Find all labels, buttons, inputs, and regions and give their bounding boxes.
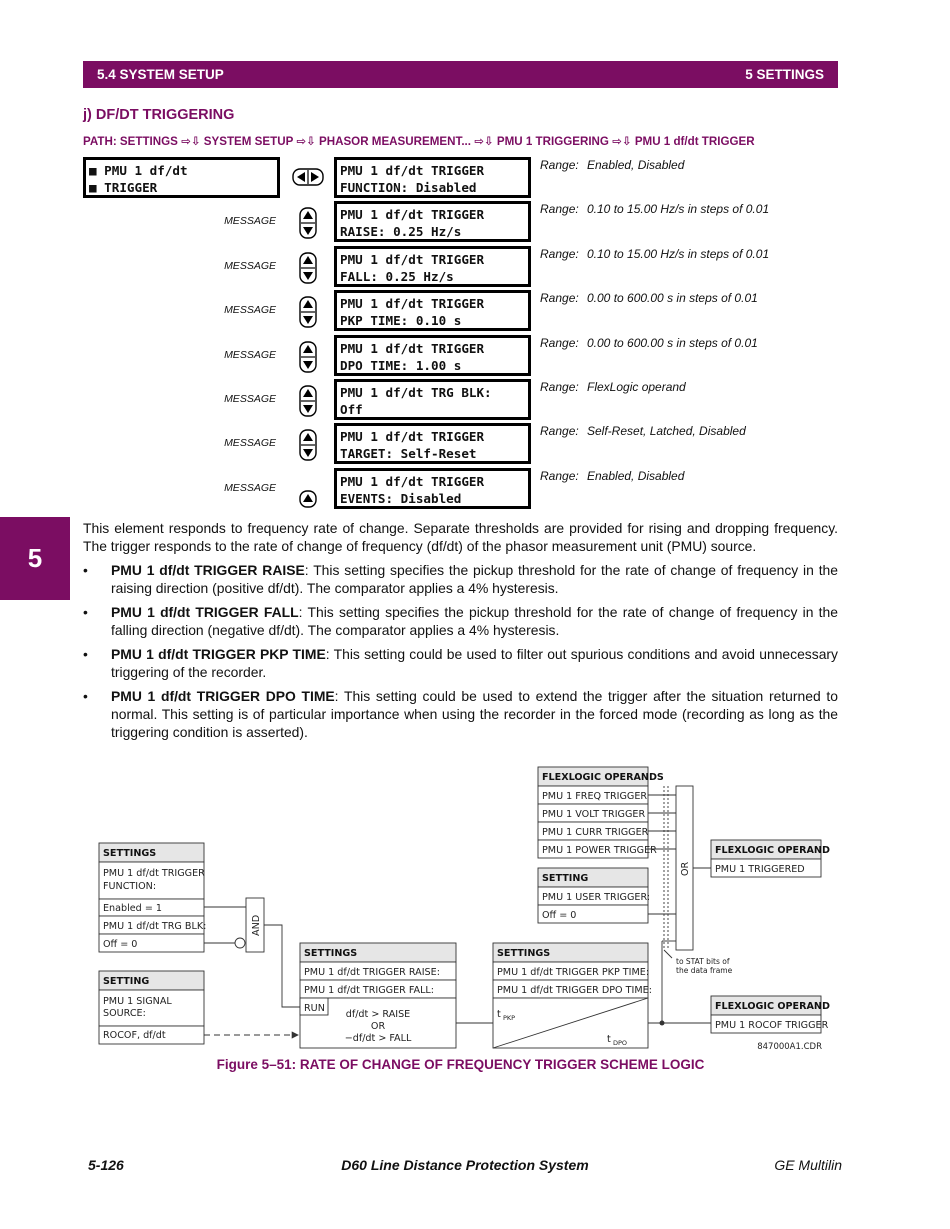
tdpo-label: t [607, 1034, 611, 1045]
range-value: FlexLogic operand [587, 380, 686, 394]
or-gate [664, 786, 733, 975]
setting-line1: PMU 1 df/dt TRIGGER [340, 207, 485, 223]
settings-func-l4: PMU 1 df/dt TRG BLK: [103, 921, 207, 932]
settings-func-l5: Off = 0 [103, 939, 138, 950]
bullet-term: PMU 1 df/dt TRIGGER RAISE [111, 562, 305, 578]
menu-heading-line1: ■ PMU 1 df/dt [89, 163, 188, 178]
setting-line1: PMU 1 df/dt TRG BLK: [340, 385, 492, 400]
bullet-text: : This setting could be used to extend the trigger after the situation returned to normal. This setting is of particular importance when using the recorder in the forced mode (recording as long as the triggering condition is asserted). [111, 688, 838, 740]
or-label: OR [680, 861, 691, 876]
bullet-item: • PMU 1 df/dt TRIGGER FALL: This setting specifies the pickup threshold for the rate of change of frequency in the falling direction (negative df/dt). The comparator applies a 4% hysteresis. [83, 604, 838, 638]
setting-line2: FALL: 0.25 Hz/s [340, 268, 454, 284]
message-label: MESSAGE [224, 348, 276, 361]
section-header-left: 5.4 SYSTEM SETUP [97, 67, 224, 82]
and-gate [204, 898, 300, 1007]
range-value: 0.10 to 15.00 Hz/s in steps of 0.01 [587, 246, 770, 261]
setting-line1: PMU 1 df/dt TRIGGER [340, 251, 485, 267]
flex-op-item: PMU 1 FREQ TRIGGER [542, 791, 648, 802]
range-value: Enabled, Disabled [587, 468, 685, 483]
setting-user-trigger-box [538, 868, 676, 923]
range-value: 0.10 to 15.00 Hz/s in steps of 0.01 [587, 202, 770, 217]
bullet-text: : This setting specifies the pickup threshold for the rate of change of frequency in the raising direction (positive df/dt). The comparator applies a 4% hysteresis. [111, 562, 839, 596]
message-label: MESSAGE [224, 259, 276, 272]
figure-caption: Figure 5–51: RATE OF CHANGE OF FREQUENCY TRIGGER SCHEME LOGIC [216, 1057, 705, 1072]
message-label: MESSAGE [224, 215, 276, 228]
settings-func-l2: FUNCTION: [103, 881, 157, 892]
range-value: Enabled, Disabled [587, 158, 685, 172]
setting-source-l3: ROCOF, df/dt [103, 1030, 166, 1041]
settings-func-l1: PMU 1 df/dt TRIGGER [103, 868, 205, 879]
settings-raise-l1: PMU 1 df/dt TRIGGER RAISE: [304, 967, 440, 978]
bullet-term: PMU 1 df/dt TRIGGER FALL [111, 604, 299, 620]
setting-line2: RAISE: 0.25 Hz/s [340, 224, 462, 240]
intro-paragraph: This element responds to frequency rate of change. Separate thresholds are provided for rising and dropping frequency. The trigger responds to the rate of change of frequency (df/dt) of the phasor measurement unit (PMU) source. [83, 520, 838, 554]
setting-line2: DPO TIME: 1.00 s [340, 357, 462, 373]
settings-func-l3: Enabled = 1 [103, 903, 163, 914]
output-rocof-box [711, 996, 830, 1033]
output-triggered-box [711, 840, 830, 877]
tdpo-sub: DPO [613, 1039, 628, 1047]
range-label: Range: [540, 291, 579, 306]
setting-line2: PKP TIME: 0.10 s [340, 313, 462, 329]
setting-user-head: SETTING [542, 873, 589, 884]
flex-op-item: PMU 1 VOLT TRIGGER [542, 809, 646, 820]
range-label: Range: [540, 468, 579, 483]
setting-line1: PMU 1 df/dt TRIGGER [340, 163, 485, 178]
flex-op-item: PMU 1 POWER TRIGGER [542, 845, 657, 856]
range-label: Range: [540, 202, 579, 217]
settings-raise-l2: PMU 1 df/dt TRIGGER FALL: [304, 985, 435, 996]
comparator-raise: df/dt > RAISE [345, 1009, 411, 1020]
setting-source-head: SETTING [103, 976, 150, 987]
stat-note-2: the data frame [676, 966, 733, 975]
setting-line2: FUNCTION: Disabled [340, 180, 477, 195]
message-label: MESSAGE [224, 481, 276, 494]
settings-function-box [99, 843, 206, 952]
range-value: 0.00 to 600.00 s in steps of 0.01 [587, 291, 758, 306]
setting-line2: Off [340, 402, 363, 417]
out-rocof-l1: PMU 1 ROCOF TRIGGER [715, 1020, 829, 1031]
setting-line2: EVENTS: Disabled [340, 490, 462, 506]
out-triggered-head: FLEXLOGIC OPERAND [715, 845, 830, 856]
setting-source-l1: PMU 1 SIGNAL [103, 996, 172, 1007]
flexlogic-operands-box [538, 767, 676, 858]
drawing-id: 847000A1.CDR [757, 1042, 822, 1052]
bullet-item: • PMU 1 df/dt TRIGGER DPO TIME: This setting could be used to extend the trigger after the situation returned to normal. This setting is of particular importance when using the recorder in the forced mode (recording as long as the triggering condition is asserted). [83, 688, 838, 740]
message-label: MESSAGE [224, 437, 276, 450]
bullet-term: PMU 1 df/dt TRIGGER DPO TIME [111, 688, 335, 704]
range-label: Range: [540, 380, 579, 394]
range-label: Range: [540, 158, 579, 172]
menu-path: PATH: SETTINGS ⇨⇩ SYSTEM SETUP ⇨⇩ PHASOR MEASUREMENT... ⇨⇩ PMU 1 TRIGGERING ⇨⇩ PMU 1 df/dt TRIGGER [83, 135, 755, 148]
setting-source-box [99, 971, 298, 1044]
settings-timer-l1: PMU 1 df/dt TRIGGER PKP TIME: [497, 967, 650, 978]
footer-page-number: 5-126 [88, 1157, 124, 1173]
chapter-tab: 5 [0, 517, 70, 600]
range-value: 0.00 to 600.00 s in steps of 0.01 [587, 335, 758, 350]
setting-line1: PMU 1 df/dt TRIGGER [340, 429, 485, 445]
settings-comparator-box [300, 943, 493, 1048]
out-rocof-head: FLEXLOGIC OPERAND [715, 1001, 830, 1012]
setting-line1: PMU 1 df/dt TRIGGER [340, 473, 485, 489]
message-label: MESSAGE [224, 393, 276, 405]
range-value: Self-Reset, Latched, Disabled [587, 424, 746, 439]
section-header-right: 5 SETTINGS [745, 67, 824, 82]
bullet-text: : This setting specifies the pickup threshold for the rate of change of frequency in the falling direction (negative df/dt). The comparator applies a 4% hysteresis. [111, 604, 838, 638]
settings-timer-head: SETTINGS [497, 948, 551, 959]
setting-source-l2: SOURCE: [103, 1008, 146, 1019]
tpkp-sub: PKP [503, 1014, 516, 1022]
section-title: j) DF/DT TRIGGERING [83, 107, 235, 123]
flex-ops-head: FLEXLOGIC OPERANDS [542, 772, 664, 783]
and-label: AND [251, 914, 262, 936]
settings-timer-l2: PMU 1 df/dt TRIGGER DPO TIME: [497, 985, 652, 996]
comparator-or: OR [370, 1021, 386, 1032]
range-label: Range: [540, 424, 579, 439]
settings-raise-run: RUN [304, 1003, 325, 1014]
settings-raise-head: SETTINGS [304, 948, 358, 959]
setting-line1: PMU 1 df/dt TRIGGER [340, 296, 485, 312]
stat-note-1: to STAT bits of [676, 957, 730, 966]
bullet-term: PMU 1 df/dt TRIGGER PKP TIME [111, 646, 326, 662]
range-label: Range: [540, 246, 579, 261]
settings-func-head: SETTINGS [103, 848, 157, 859]
flex-op-item: PMU 1 CURR TRIGGER [542, 827, 649, 838]
setting-user-l1: PMU 1 USER TRIGGER: [542, 892, 651, 903]
menu-heading-line2: ■ TRIGGER [89, 180, 158, 195]
message-label: MESSAGE [224, 304, 276, 317]
footer-company: GE Multilin [774, 1157, 842, 1173]
footer-title: D60 Line Distance Protection System [341, 1157, 589, 1173]
out-triggered-l1: PMU 1 TRIGGERED [715, 864, 805, 875]
setting-line1: PMU 1 df/dt TRIGGER [340, 340, 485, 356]
tpkp-label: t [497, 1009, 501, 1020]
bullet-text: : This setting could be used to filter out spurious conditions and avoid unnecessary triggering of the recorder. [111, 646, 838, 680]
bullet-item: • PMU 1 df/dt TRIGGER RAISE: This setting specifies the pickup threshold for the rate of change of frequency in the raising direction (positive df/dt). The comparator applies a 4% hysteresis. [83, 562, 839, 596]
setting-user-l2: Off = 0 [542, 910, 577, 921]
comparator-fall: −df/dt > FALL [344, 1033, 412, 1044]
bullet-item: • PMU 1 df/dt TRIGGER PKP TIME: This setting could be used to filter out spurious conditions and avoid unnecessary triggering of the recorder. [83, 646, 838, 680]
setting-line2: TARGET: Self-Reset [340, 446, 477, 462]
range-label: Range: [540, 335, 579, 350]
